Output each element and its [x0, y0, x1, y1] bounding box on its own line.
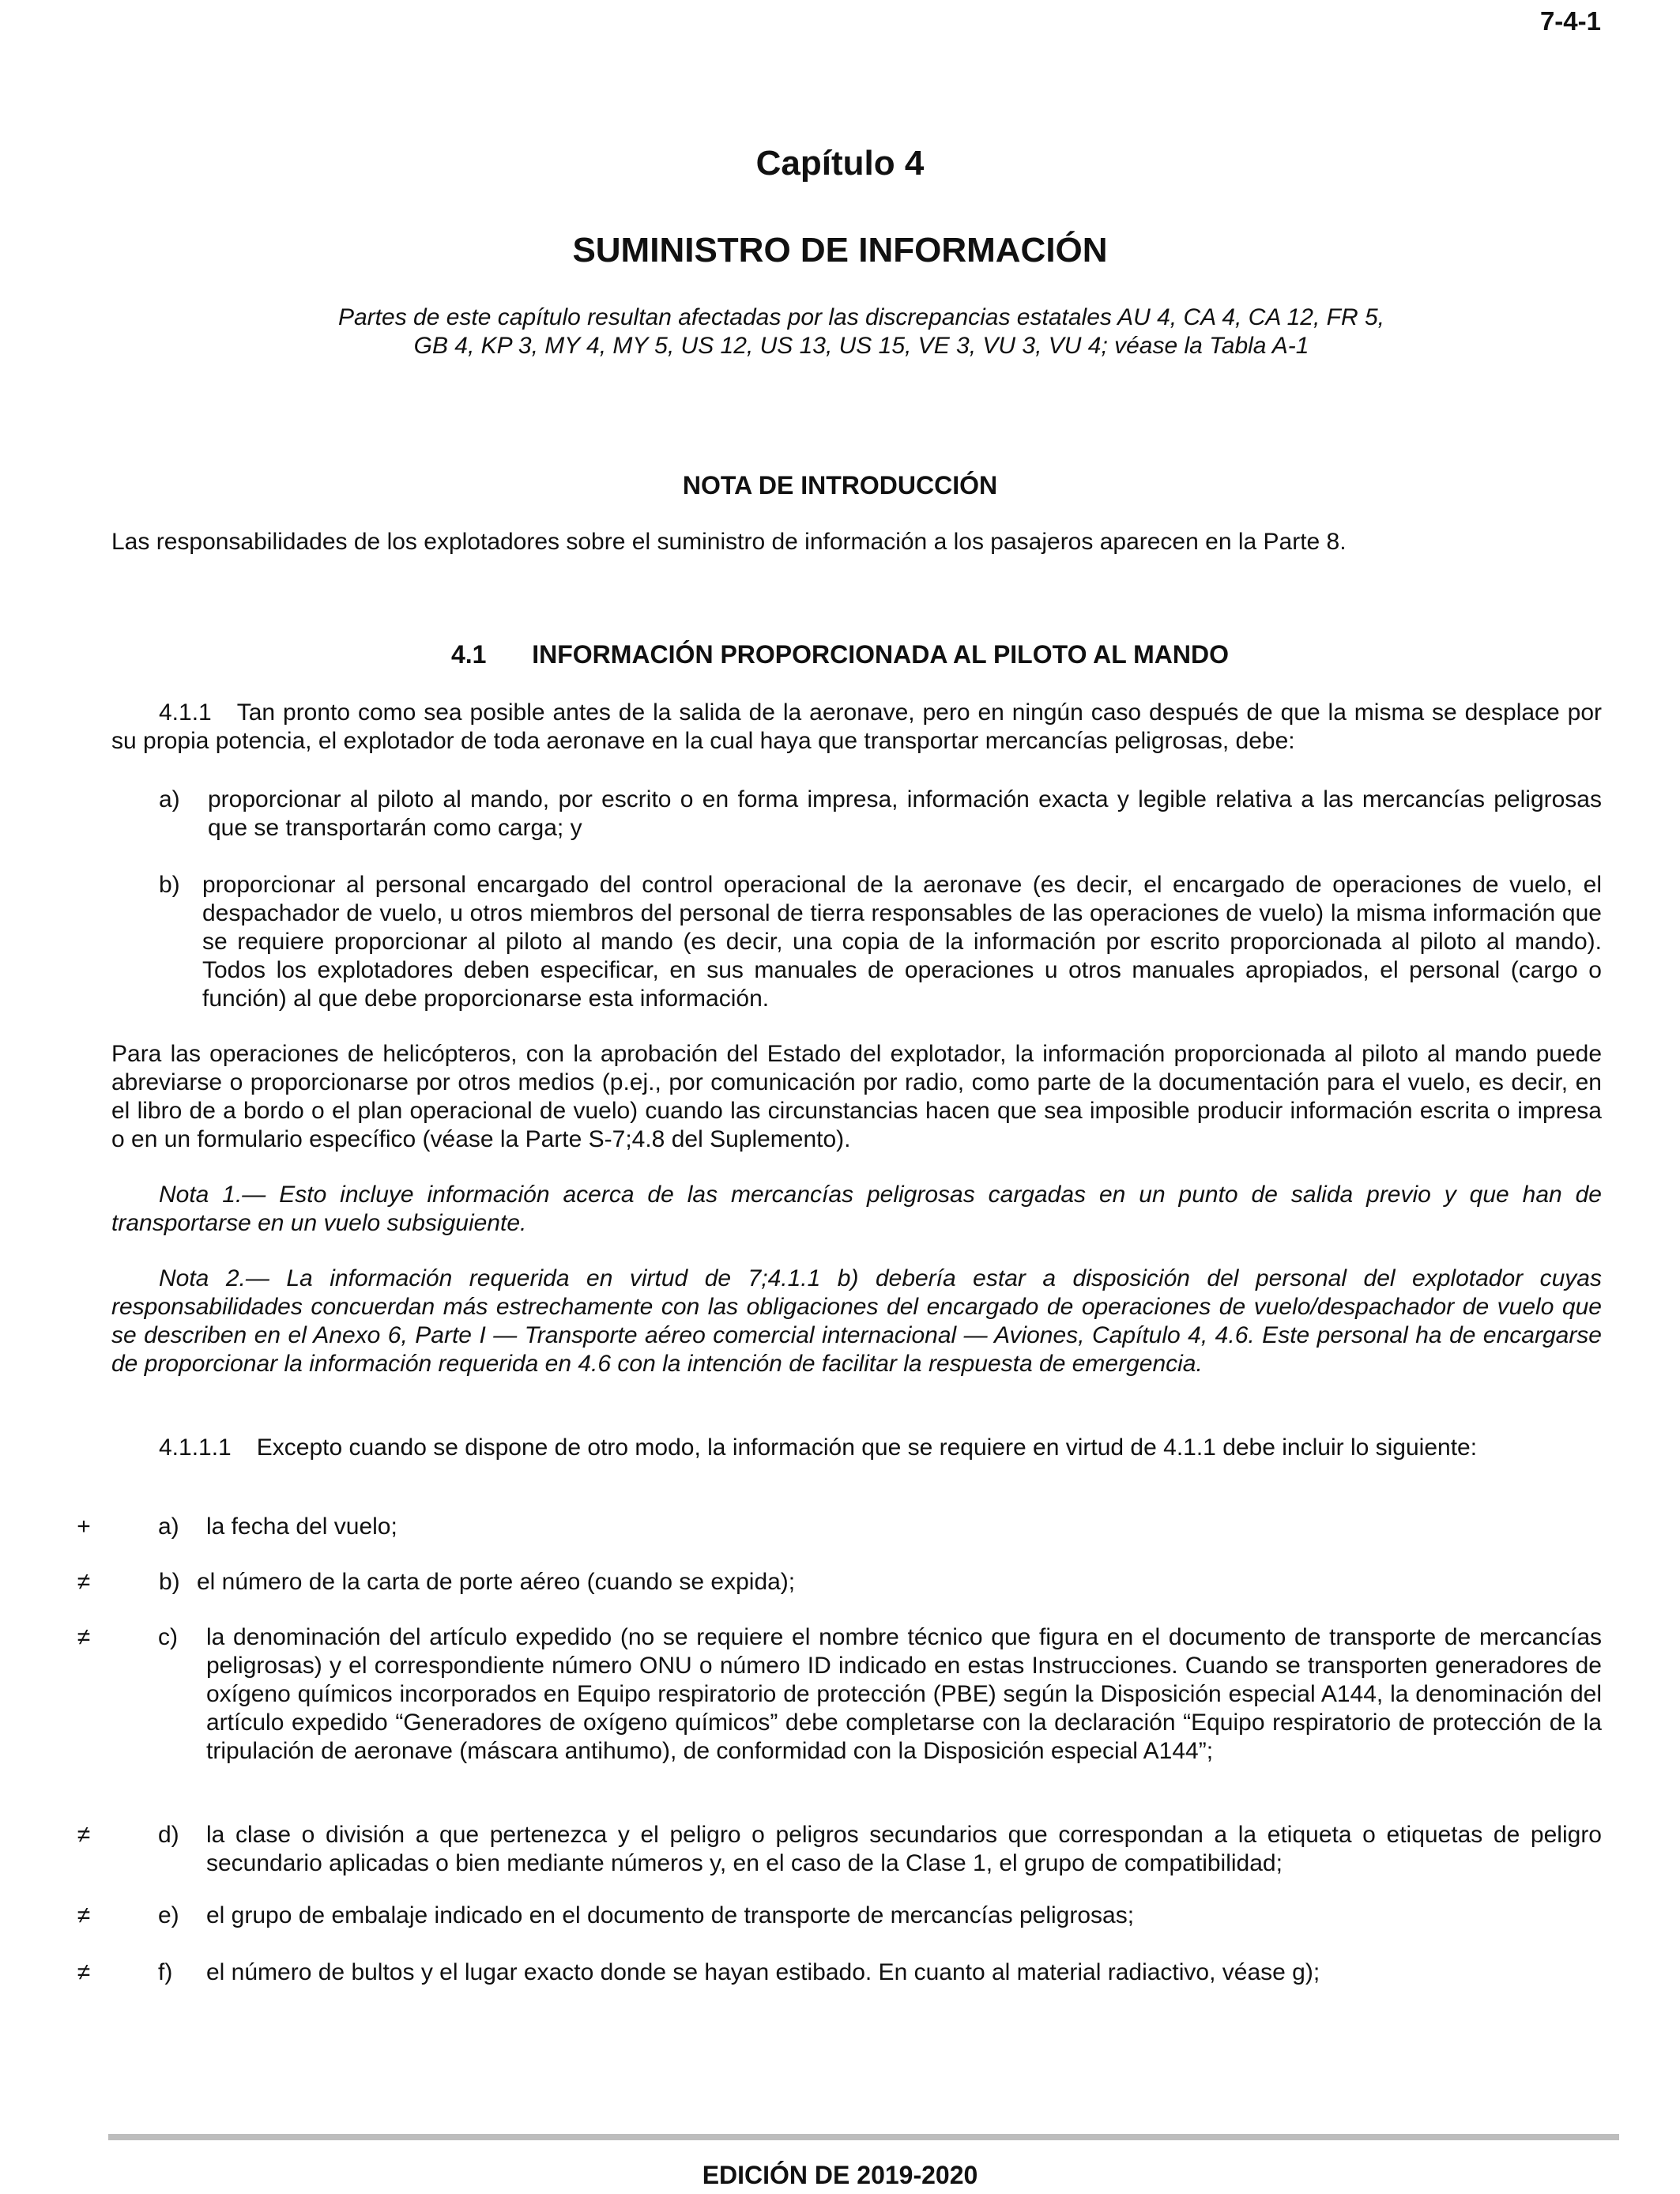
item-letter: e)	[158, 1902, 179, 1928]
section-heading	[0, 640, 1680, 669]
item-letter: a)	[158, 1514, 179, 1540]
item-text: proporcionar al piloto al mando, por escrito o en forma impresa, información exacta y legible relativa a las mercancías peligrosas que se transportarán como carga; y	[208, 786, 1602, 841]
change-marker: ≠	[77, 1624, 91, 1650]
section-number: 4.1	[450, 640, 487, 669]
section-title: INFORMACIÓN PROPORCIONADA AL PILOTO AL MANDO	[532, 640, 1230, 669]
paragraph-text: Tan pronto como sea posible antes de la salida de la aeronave, pero en ningún caso después de que la misma se desplace por su propia potencia, el explotador de toda aeronave en la cual haya que transportar mercancías peligrosas, debe:	[111, 699, 1602, 754]
intro-heading: NOTA DE INTRODUCCIÓN	[682, 471, 998, 499]
change-marker: ≠	[77, 1902, 91, 1928]
page-number: 7-4-1	[1539, 6, 1601, 36]
item-letter: a)	[159, 786, 180, 812]
list-item-a	[77, 1513, 1602, 1541]
change-marker: ≠	[77, 1822, 91, 1848]
list-item-b-initial	[111, 871, 1602, 1013]
item-text: la clase o división a que pertenezca y el peligro o peligros secundarios que correspondan a la etiqueta o etiquetas de peligro secundario aplicadas o bien mediante números y, en el caso de la Clase 1, el grupo de compatibilidad;	[206, 1822, 1602, 1876]
item-letter: b)	[159, 872, 180, 898]
item-text: la denominación del artículo expedido (no se requiere el nombre técnico que figura en el documento de transporte de mercancías peligrosas) y el correspondiente número ONU o número ID indicado en estas Instrucciones. Cuando se transporten generadores de oxígeno químicos incorporados en Equipo respiratorio de protección (PBE) según la Disposición especial A144, la denominación del artículo expedido “Generadores de oxígeno químicos” debe completarse con la declaración “Equipo respiratorio de protección de la tripulación de aeronave (máscara antihumo), de conformidad con la Disposición especial A144”;	[206, 1624, 1602, 1764]
note-1	[111, 1181, 1602, 1238]
item-letter: f)	[158, 1959, 173, 1985]
chapter-title: Capítulo 4	[755, 144, 925, 183]
note-2-text: Nota 2.— La información requerida en virtud de 7;4.1.1 b) debería estar a disposición del personal del explotador cuyas responsabilidades concuerdan más estrechamente con las obligaciones del encargado de operaciones de vuelo/despachador de vuelo que se describen en el Anexo 6, Parte I — Transporte aéreo comercial internacional — Aviones, Capítulo 4, 4.6. Este personal ha de encargarse de proporcionar la información requerida en 4.6 con la intención de facilitar la respuesta de emergencia.	[111, 1265, 1602, 1377]
change-marker: ≠	[77, 1569, 91, 1595]
item-text: la fecha del vuelo;	[206, 1514, 397, 1540]
item-letter: d)	[158, 1822, 179, 1848]
item-text: el número de la carta de porte aéreo (cuando se expida);	[197, 1569, 796, 1595]
item-text: el número de bultos y el lugar exacto donde se hayan estibado. En cuanto al material radiactivo, véase g);	[206, 1959, 1320, 1985]
item-letter: c)	[158, 1624, 178, 1650]
change-marker: +	[77, 1514, 91, 1540]
item-letter: b)	[159, 1569, 180, 1595]
list-item-a-initial	[111, 786, 1602, 843]
item-text: proporcionar al personal encargado del control operacional de la aeronave (es decir, el encargado de operaciones de vuelo, el despachador de vuelo, u otros miembros del personal de tierra responsables de las operaciones de vuelo) la misma información que se requiere proporcionar al piloto al mando (es decir, una copia de la información por escrito proporcionada al piloto al mando). Todos los explotadores deben especificar, en sus manuales de operaciones u otros manuales apropiados, el personal (cargo o función) al que debe proporcionarse esta información.	[202, 872, 1602, 1012]
paragraph-4-1-1-1	[111, 1434, 1602, 1462]
item-text: el grupo de embalaje indicado en el documento de transporte de mercancías peligrosas;	[206, 1902, 1135, 1928]
paragraph-number: 4.1.1	[159, 699, 212, 726]
list-item-c	[77, 1623, 1602, 1766]
paragraph-text: Excepto cuando se dispone de otro modo, la información que se requiere en virtud de 4.1.1 debe incluir lo siguiente:	[256, 1434, 1478, 1461]
note-2	[111, 1265, 1602, 1378]
footer-rule	[108, 2134, 1619, 2140]
list-item-f	[77, 1958, 1602, 1987]
discrepancy-line-1: Partes de este capítulo resultan afectadas por las discrepancias estatales AU 4, CA 4, CA 12, FR 5,	[337, 304, 1384, 330]
paragraph-4-1-1	[111, 699, 1602, 756]
list-item-d	[77, 1821, 1602, 1878]
footer-edition: EDICIÓN DE 2019-2020	[702, 2161, 978, 2189]
intro-text: Las responsabilidades de los explotadores sobre el suministro de información a los pasajeros aparecen en la Parte 8.	[111, 529, 1347, 555]
helicopter-paragraph: Para las operaciones de helicópteros, con la aprobación del Estado del explotador, la información proporcionada al piloto al mando puede abreviarse o proporcionarse por otros medios (p.ej., por comunicación por radio, como parte de la documentación para el vuelo, es decir, en el libro de a bordo o el plan operacional de vuelo) cuando las circunstancias hacen que sea imposible producir información escrita o impresa o en un formulario específico (véase la Parte S-7;4.8 del Suplemento).	[111, 1041, 1602, 1152]
note-1-text: Nota 1.— Esto incluye información acerca de las mercancías peligrosas cargadas en un punto de salida previo y que han de transportarse en un vuelo subsiguiente.	[111, 1182, 1602, 1236]
discrepancy-line-2: GB 4, KP 3, MY 4, MY 5, US 12, US 13, US 15, VE 3, VU 3, VU 4; véase la Tabla A-1	[413, 333, 1309, 359]
paragraph-number: 4.1.1.1	[159, 1434, 232, 1461]
page-title: SUMINISTRO DE INFORMACIÓN	[572, 231, 1108, 270]
change-marker: ≠	[77, 1959, 91, 1985]
list-item-b	[77, 1568, 1602, 1596]
discrepancy-note	[198, 303, 1525, 360]
list-item-e	[77, 1902, 1602, 1930]
